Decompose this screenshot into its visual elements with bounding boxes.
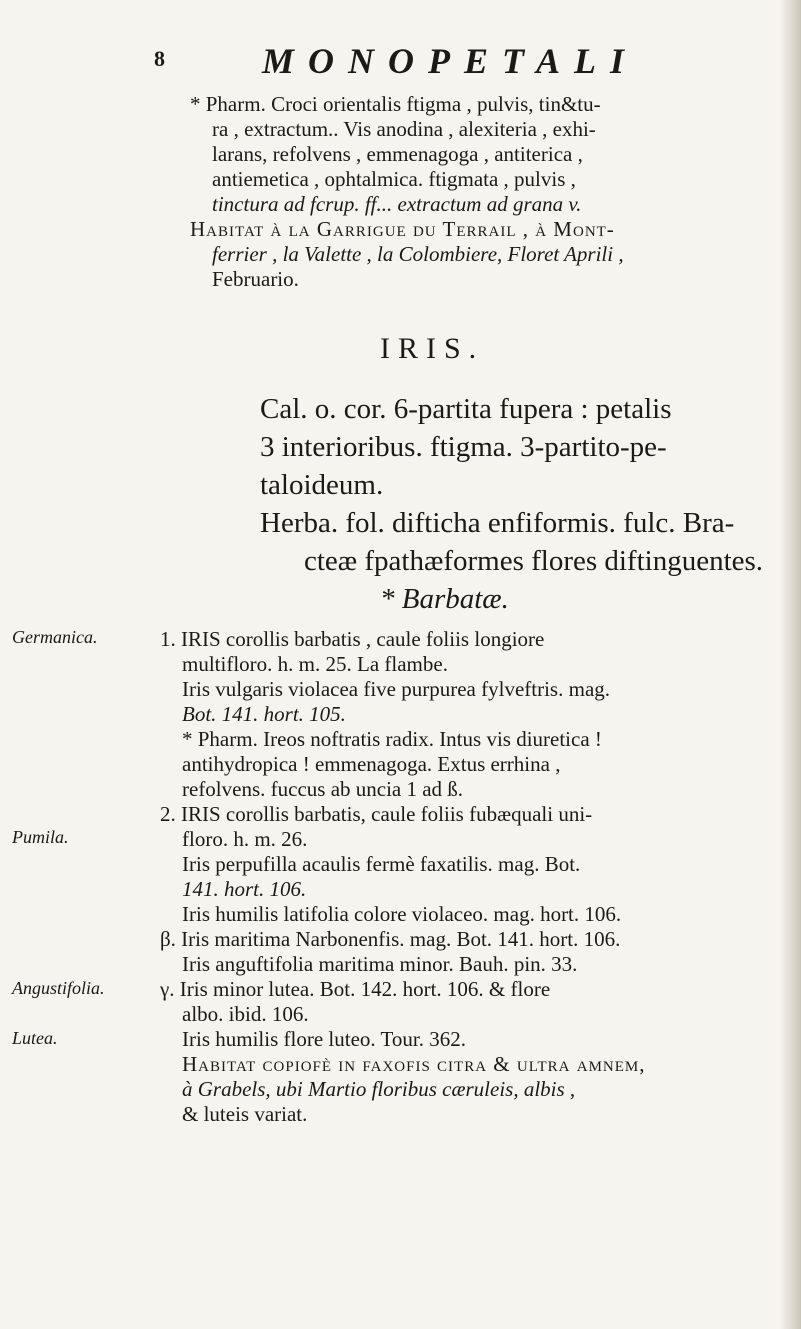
page-number: 8 xyxy=(154,46,165,71)
species-line: Iris humilis flore luteo. Tour. 362. xyxy=(182,1027,466,1051)
habitat-line: Habitat copiofè in faxofis citra & ultra amnem, xyxy=(182,1052,646,1076)
margin-note-lutea: Lutea. xyxy=(12,1028,58,1048)
text-line: ferrier , la Valette , la Colombiere, Floret Aprili , xyxy=(212,242,624,266)
species-line: γ. Iris minor lutea. Bot. 142. hort. 106. & flore xyxy=(160,977,551,1001)
text-line: antiemetica , ophtalmica. ftigmata , pulvis , xyxy=(212,167,576,191)
description-line: Cal. o. cor. 6-partita fupera : petalis xyxy=(260,393,672,425)
species-line: à Grabels, ubi Martio floribus cæruleis, albis , xyxy=(182,1077,576,1101)
text-line: larans, refolvens , emmenagoga , antiterica , xyxy=(212,142,583,166)
species-line: 2. IRIS corollis barbatis, caule foliis fubæquali uni- xyxy=(160,802,593,826)
species-line: 1. IRIS corollis barbatis , caule foliis longiore xyxy=(160,627,545,651)
page-edge-shadow xyxy=(779,0,801,1329)
species-line: & luteis variat. xyxy=(182,1102,308,1126)
margin-note-pumila: Pumila. xyxy=(12,827,69,847)
species-line: β. Iris maritima Narbonenfis. mag. Bot. 141. hort. 106. xyxy=(160,927,621,951)
section-heading: * Barbatæ. xyxy=(380,583,509,615)
margin-note-germanica: Germanica. xyxy=(12,627,98,647)
species-line: * Pharm. Ireos noftratis radix. Intus vis diuretica ! xyxy=(182,727,602,751)
species-line: multifloro. h. m. 25. La flambe. xyxy=(182,652,448,676)
iris-species-list xyxy=(160,627,646,1127)
text-line: ra , extractum.. Vis anodina , alexiteria , exhi- xyxy=(212,117,596,141)
species-line: Iris vulgaris violacea five purpurea fylveftris. mag. xyxy=(182,677,611,701)
crocus-pharm-entry xyxy=(190,92,624,292)
description-line: cteæ fpathæformes flores diftinguentes. xyxy=(304,545,764,577)
species-line: Iris perpufilla acaulis fermè faxatilis. mag. Bot. xyxy=(182,852,581,876)
page-header xyxy=(150,40,770,84)
genus-description xyxy=(260,390,763,580)
text-line: tinctura ad fcrup. ff... extractum ad grana v. xyxy=(212,192,582,216)
species-line: Iris anguftifolia maritima minor. Bauh. pin. 33. xyxy=(182,952,578,976)
description-line: taloideum. xyxy=(260,469,384,501)
species-line: floro. h. m. 26. xyxy=(182,827,308,851)
text-line: * Pharm. Croci orientalis ftigma , pulvis, tin&tu- xyxy=(190,92,601,116)
species-line: Iris humilis latifolia colore violaceo. mag. hort. 106. xyxy=(182,902,622,926)
species-line: refolvens. fuccus ab uncia 1 ad ß. xyxy=(182,777,464,801)
description-line: Herba. fol. difticha enfiformis. fulc. Bra- xyxy=(260,507,735,539)
text-line: Februario. xyxy=(212,267,299,291)
running-title: MONOPETALI xyxy=(262,41,639,81)
margin-note-angustifolia: Angustifolia. xyxy=(12,978,105,998)
species-line: antihydropica ! emmenagoga. Extus errhina , xyxy=(182,752,561,776)
species-line: 141. hort. 106. xyxy=(182,877,307,901)
species-line: albo. ibid. 106. xyxy=(182,1002,309,1026)
description-line: 3 interioribus. ftigma. 3-partito-pe- xyxy=(260,431,667,463)
genus-title: IRIS. xyxy=(380,332,485,365)
habitat-line: Habitat à la Garrigue du Terrail , à Mont- xyxy=(190,217,615,241)
species-line: Bot. 141. hort. 105. xyxy=(182,702,346,726)
